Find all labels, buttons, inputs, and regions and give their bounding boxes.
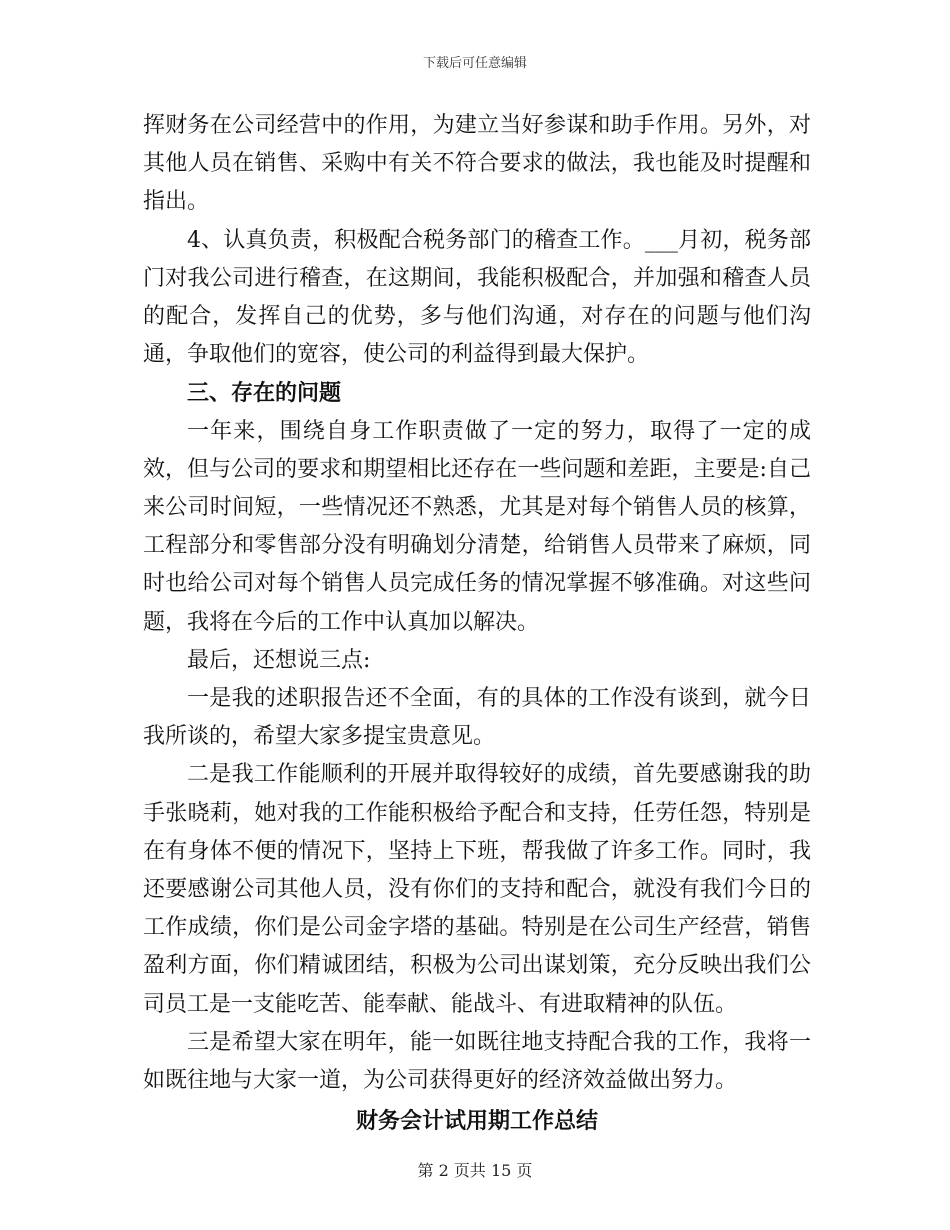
paragraph-point-2: 二是我工作能顺利的开展并取得较好的成绩，首先要感谢我的助手张晓莉，她对我的工作能积极给予配合和支持，任劳任怨，特别是在有身体不便的情况下，坚持上下班，帮我做了许多工作。同时，我还要感谢公司其他人员，没有你们的支持和配合，就没有我们今日的工作成绩，你们是公司金字塔的基础。特别是在公司生产经营，销售盈利方面，你们精诚团结，积极为公司出谋划策，充分反映出我们公司员工是一支能吃苦、能奉献、能战斗、有进取精神的队伍。: [143, 762, 811, 1017]
paragraph-point-1: 一是我的述职报告还不全面，有的具体的工作没有谈到，就今日我所谈的，希望大家多提宝贵意见。: [143, 686, 811, 750]
next-document-title: 财务会计试用期工作总结: [355, 1108, 598, 1135]
paragraph-continuation: 挥财务在公司经营中的作用，为建立当好参谋和助手作用。另外，对其他人员在销售、采购中有关不符合要求的做法，我也能及时提醒和指出。: [143, 113, 811, 215]
document-body: [143, 107, 811, 1140]
paragraph-final-intro: 最后，还想说三点:: [187, 647, 371, 673]
page-header: 下载后可任意编辑: [422, 56, 527, 71]
paragraph-problems: 一年来，围绕自身工作职责做了一定的努力，取得了一定的成效，但与公司的要求和期望相比还存在一些问题和差距，主要是:自己来公司时间短，一些情况还不熟悉，尤其是对每个销售人员的核算，工程部分和零售部分没有明确划分清楚，给销售人员带来了麻烦，同时也给公司对每个销售人员完成任务的情况掌握不够准确。对这些问题，我将在今后的工作中认真加以解决。: [143, 418, 811, 635]
page-number: 第 2 页共 15 页: [417, 1161, 533, 1180]
paragraph-point-3: 三是希望大家在明年，能一如既往地支持配合我的工作，我将一如既往地与大家一道，为公司获得更好的经济效益做出努力。: [143, 1029, 811, 1094]
paragraph-item-4: 4、认真负责，积极配合税务部门的稽查工作。___月初，税务部门对我公司进行稽查，在这期间，我能积极配合，并加强和稽查人员的配合，发挥自己的优势，多与他们沟通，对存在的问题与他们沟通，争取他们的宽容，使公司的利益得到最大保护。: [143, 227, 811, 368]
section-heading-problems: 三、存在的问题: [187, 380, 342, 407]
